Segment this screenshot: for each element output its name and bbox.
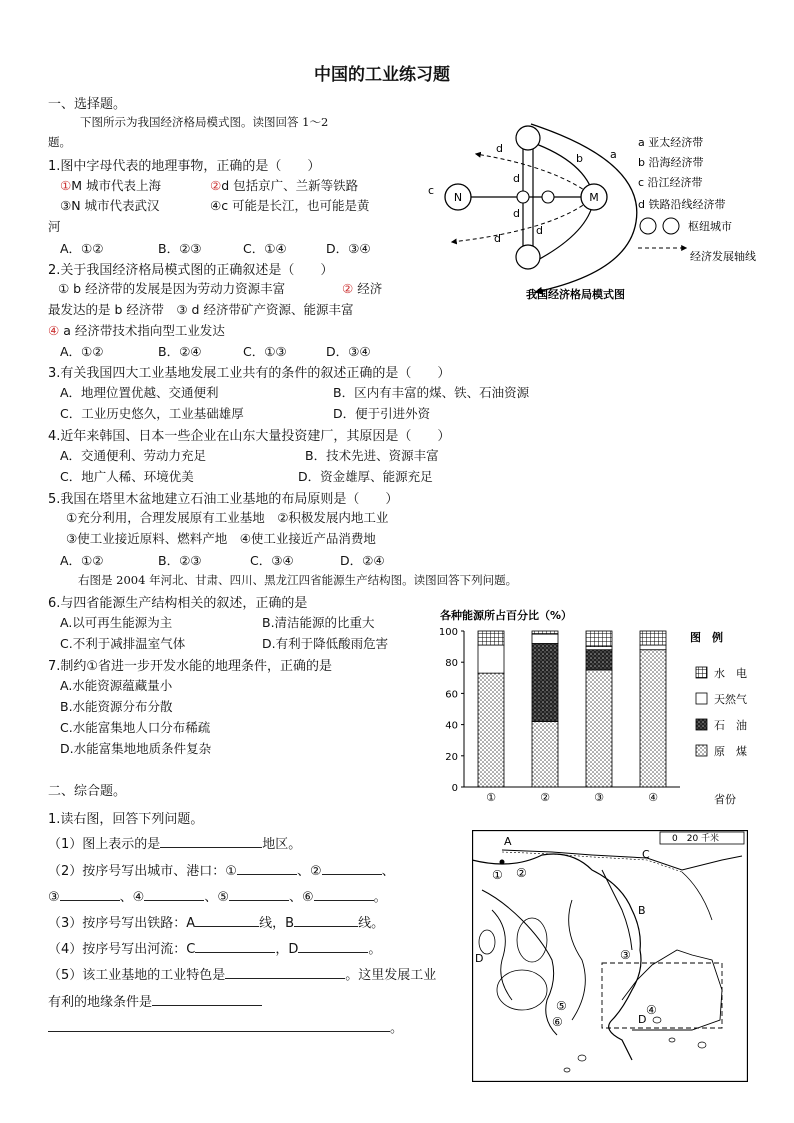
q2-choice-a: A．①②	[60, 344, 104, 359]
map-num-4: ④	[646, 1003, 657, 1017]
label-b: b	[576, 152, 583, 165]
chart-legend-label: 石 油	[714, 719, 747, 732]
energy-structure-chart	[430, 605, 770, 805]
page-title: 中国的工业练习题	[314, 65, 450, 85]
q1-option-1	[60, 176, 161, 194]
intro-1-line2: 题。	[48, 135, 71, 149]
chart-x-tick-label: ③	[594, 791, 604, 804]
chart-xlabel: 省份	[714, 793, 736, 805]
chart-bar-segment	[532, 631, 558, 634]
hub-city-icon	[516, 245, 540, 269]
q3-choice-b: B．区内有丰富的煤、铁、石油资源	[333, 385, 530, 400]
q7-choice-c: C.水能富集地人口分布稀疏	[60, 720, 211, 735]
legend-a: a 亚太经济带	[638, 136, 704, 149]
q6-choice-c: C.不利于减排温室气体	[60, 636, 186, 651]
s2-sub2-pre: （2）按序号写出城市、港口：①	[48, 864, 237, 879]
legend-b: b 沿海经济带	[638, 156, 704, 169]
s2-sub2-c2: 、②	[296, 864, 322, 879]
diagram-caption: 我国经济格局模式图	[526, 288, 625, 301]
s2-q1-stem: 1.读右图，回答下列问题。	[48, 812, 204, 827]
s2-sub2-m3: ③	[48, 890, 60, 905]
q1-stem: 1.图中字母代表的地理事物，正确的是（ ）	[48, 159, 321, 174]
chart-bars	[478, 631, 666, 804]
s2-sub5-line3	[48, 1017, 403, 1036]
s2-sub3-post: 线。	[358, 916, 385, 931]
chart-bar-segment	[586, 631, 612, 647]
q1-option-4-cont: 河	[48, 219, 61, 234]
q3-choice-d: D．便于引进外资	[333, 406, 431, 421]
q2-option-4-mark: ④	[48, 323, 60, 338]
q4-choice-a: A．交通便利、劳动力充足	[60, 448, 207, 463]
s2-sub1-pre: （1）图上表示的是	[48, 837, 161, 852]
chart-bar-segment	[640, 645, 666, 650]
q2-line2: 最发达的是 b 经济带 ③ d 经济带矿产资源、能源丰富	[48, 302, 354, 317]
chart-bar-segment	[586, 650, 612, 670]
s2-sub5-post: 。这里发展工业	[345, 968, 437, 983]
label-d-4: d	[536, 224, 543, 237]
q7-choice-a: A.水能资源蕴藏量小	[60, 678, 173, 693]
s2-sub1	[48, 833, 301, 852]
s2-sub3	[48, 912, 384, 931]
node-n-label: N	[453, 191, 463, 204]
s2-sub4	[48, 938, 381, 957]
chart-bar-segment	[586, 647, 612, 650]
q3-choice-a: A．地理位置优越、交通便利	[60, 385, 219, 400]
q3-stem: 3.有关我国四大工业基地发展工业共有的条件的叙述正确的是（ ）	[48, 366, 451, 381]
map-label-b: B	[638, 904, 646, 917]
q5-options-3-4: ③使工业接近原料、燃料产地 ④使工业接近产品消费地	[66, 531, 376, 546]
chart-legend-swatch	[696, 693, 707, 704]
answer-blank[interactable]	[237, 862, 297, 875]
chart-bar-segment	[532, 643, 558, 721]
q5-choice-b: B．②③	[158, 553, 202, 568]
q7-choice-d: D.水能富集地地质条件复杂	[60, 741, 212, 756]
q1-choice-a: A．①②	[60, 241, 104, 256]
section2-heading: 二、综合题。	[48, 784, 127, 799]
s2-sub3-mid: 线，B	[259, 916, 295, 931]
map-num-1: ①	[492, 868, 503, 882]
q4-choice-d: D．资金雄厚、能源充足	[298, 469, 433, 484]
label-d-1: d	[496, 142, 503, 155]
q6-stem: 6.与四省能源生产结构相关的叙述，正确的是	[48, 596, 308, 611]
chart-bar-segment	[586, 670, 612, 787]
answer-blank[interactable]	[60, 888, 120, 901]
map-label-d-1: D	[475, 952, 484, 965]
chart-y-tick-label: 80	[445, 658, 458, 670]
q5-options-1-2: ①充分利用，合理发展原有工业基地 ②积极发展内地工业	[66, 510, 389, 525]
q2-option-1: ① b 经济带的发展是因为劳动力资源丰富	[58, 281, 286, 296]
q1-option-1-text: M 城市代表上海	[71, 178, 161, 193]
chart-bar-segment	[532, 634, 558, 643]
hub-city-icon	[542, 191, 554, 203]
chart-x-tick-label: ①	[486, 791, 496, 804]
label-c: c	[428, 184, 435, 197]
s2-sub5-line2-text: 有利的地缘条件是	[48, 995, 153, 1010]
q1-option-2-mark: ②	[210, 178, 222, 193]
chart-y-tick-label: 100	[438, 627, 458, 638]
q6-choice-d: D.有利于降低酸雨危害	[262, 636, 389, 651]
answer-blank[interactable]	[322, 862, 382, 875]
intro-2: 右图是 2004 年河北、甘肃、四川、黑龙江四省能源生产结构图。读图回答下列问题。	[78, 573, 518, 587]
map-num-2: ②	[516, 866, 527, 880]
label-d-2: d	[513, 172, 520, 185]
s2-sub2	[48, 860, 395, 879]
s2-sub2-c4: 、④	[119, 890, 145, 905]
hub-city-icon	[516, 126, 540, 150]
s2-sub2-c5: 、⑤	[204, 890, 229, 905]
s2-sub3-pre: （3）按序号写出铁路：A	[48, 916, 196, 931]
chart-legend-swatch	[696, 745, 707, 756]
q1-choice-b: B．②③	[158, 241, 202, 256]
q1-option-3: ③N 城市代表武汉	[60, 198, 160, 213]
chart-y-tick-label: 0	[451, 783, 458, 794]
q2-option-4	[48, 321, 225, 339]
chart-y-tick-label: 20	[445, 751, 458, 763]
chart-legend-title: 图 例	[690, 631, 723, 644]
q2-option-2-text: 经济	[357, 281, 383, 296]
answer-blank[interactable]	[298, 940, 368, 953]
q1-choice-d: D．③④	[326, 241, 371, 256]
chart-bar-segment	[478, 631, 504, 645]
s2-sub4-post: 。	[368, 942, 382, 957]
answer-blank[interactable]	[314, 888, 374, 901]
q4-choice-b: B．技术先进、资源丰富	[305, 448, 439, 463]
q2-option-4-text: a 经济带技术指向型工业发达	[63, 323, 225, 338]
chart-legend-swatch	[696, 667, 707, 678]
answer-blank[interactable]	[225, 966, 345, 979]
map-label-a: A	[504, 835, 512, 848]
chart-x-tick-label: ②	[540, 791, 550, 804]
s2-sub5-end: 。	[390, 1021, 404, 1036]
label-a: a	[610, 148, 617, 161]
label-d-5: d	[494, 232, 501, 245]
chart-title: 各种能源所占百分比（%）	[440, 609, 573, 622]
chart-legend-swatch	[696, 719, 707, 730]
map-num-3: ③	[620, 948, 631, 962]
q6-choice-b: B.清洁能源的比重大	[262, 615, 375, 630]
answer-blank[interactable]	[195, 940, 275, 953]
q2-option-2-mark: ②	[342, 281, 354, 296]
q7-stem: 7.制约①省进一步开发水能的地理条件，正确的是	[48, 659, 333, 674]
node-m-label: M	[589, 191, 599, 204]
s2-sub4-mid: ，D	[275, 942, 299, 957]
intro-1-line1: 下图所示为我国经济格局模式图。读图回答 1～2	[80, 115, 329, 129]
s2-sub1-post: 地区。	[262, 837, 302, 852]
answer-blank[interactable]	[229, 888, 289, 901]
chart-bar-segment	[640, 631, 666, 645]
legend-city-icon	[640, 218, 656, 234]
q7-choice-b: B.水能资源分布分散	[60, 699, 173, 714]
q6-choice-a: A.以可再生能源为主	[60, 615, 173, 630]
chart-bar-segment	[532, 721, 558, 787]
q5-choice-a: A．①②	[60, 553, 104, 568]
chart-x-tick-label: ④	[648, 791, 658, 804]
answer-blank[interactable]	[160, 835, 262, 848]
legend-axis: 经济发展轴线	[690, 250, 756, 263]
s2-sub5	[48, 964, 436, 983]
map-scale: 0 20 千米	[672, 834, 720, 844]
q2-stem: 2.关于我国经济格局模式图的正确叙述是（ ）	[48, 263, 334, 278]
legend-d: d 铁路沿线经济带	[638, 198, 726, 211]
hub-city-icon	[517, 191, 529, 203]
answer-blank[interactable]	[144, 888, 204, 901]
q5-stem: 5.我国在塔里木盆地建立石油工业基地的布局原则是（ ）	[48, 492, 399, 507]
s2-sub4-pre: （4）按序号写出河流：C	[48, 942, 196, 957]
q5-choice-c: C．③④	[250, 553, 294, 568]
q1-choice-c: C．①④	[243, 241, 287, 256]
map-num-5: ⑤	[556, 999, 567, 1013]
chart-legend-label: 水 电	[714, 667, 747, 680]
s2-sub2-c6: 、⑥	[288, 890, 314, 905]
chart-bar-segment	[640, 650, 666, 787]
q1-option-1-mark: ①	[60, 178, 72, 193]
q2-choice-b: B．②④	[158, 344, 202, 359]
q1-option-2	[210, 176, 358, 194]
chart-legend-label: 天然气	[714, 693, 747, 706]
q2-choice-d: D．③④	[326, 344, 371, 359]
s2-sub2-line2	[48, 886, 387, 905]
chart-legend	[696, 666, 747, 758]
s2-sub5-pre: （5）该工业基地的工业特色是	[48, 968, 226, 983]
legend-c: c 沿江经济带	[638, 176, 703, 189]
chart-bar-segment	[478, 673, 504, 787]
q2-option-2	[342, 279, 382, 297]
chart-y-tick-label: 60	[445, 689, 458, 701]
answer-blank[interactable]	[294, 914, 358, 927]
s2-sub5-line2	[48, 991, 262, 1010]
economic-pattern-diagram	[416, 112, 786, 308]
q4-choice-c: C．地广人稀、环境优美	[60, 469, 194, 484]
industrial-base-map	[472, 830, 748, 1082]
s2-sub2-sep: 、	[381, 864, 395, 879]
map-label-c: C	[642, 848, 650, 861]
chart-bar-segment	[478, 645, 504, 673]
q2-choice-c: C．①③	[243, 344, 287, 359]
answer-blank[interactable]	[195, 914, 259, 927]
q1-option-2-text: d 包括京广、兰新等铁路	[221, 178, 359, 193]
map-label-d-2: D	[638, 1013, 647, 1026]
answer-blank[interactable]	[48, 1019, 390, 1032]
chart-y-tick-label: 40	[445, 720, 458, 732]
q3-choice-c: C．工业历史悠久，工业基础雄厚	[60, 406, 244, 421]
section1-heading: 一、选择题。	[48, 97, 127, 112]
q5-choice-d: D．②④	[340, 553, 385, 568]
map-num-6: ⑥	[552, 1015, 563, 1029]
legend-city: 枢纽城市	[688, 220, 732, 233]
chart-legend-label: 原 煤	[714, 745, 747, 758]
legend-city-icon	[663, 218, 679, 234]
label-d-3: d	[513, 207, 520, 220]
q1-option-4: ④c 可能是长江，也可能是黄	[210, 198, 370, 213]
q4-stem: 4.近年来韩国、日本一些企业在山东大量投资建厂，其原因是（ ）	[48, 429, 451, 444]
answer-blank[interactable]	[152, 993, 262, 1006]
s2-sub2-end: 。	[373, 890, 387, 905]
